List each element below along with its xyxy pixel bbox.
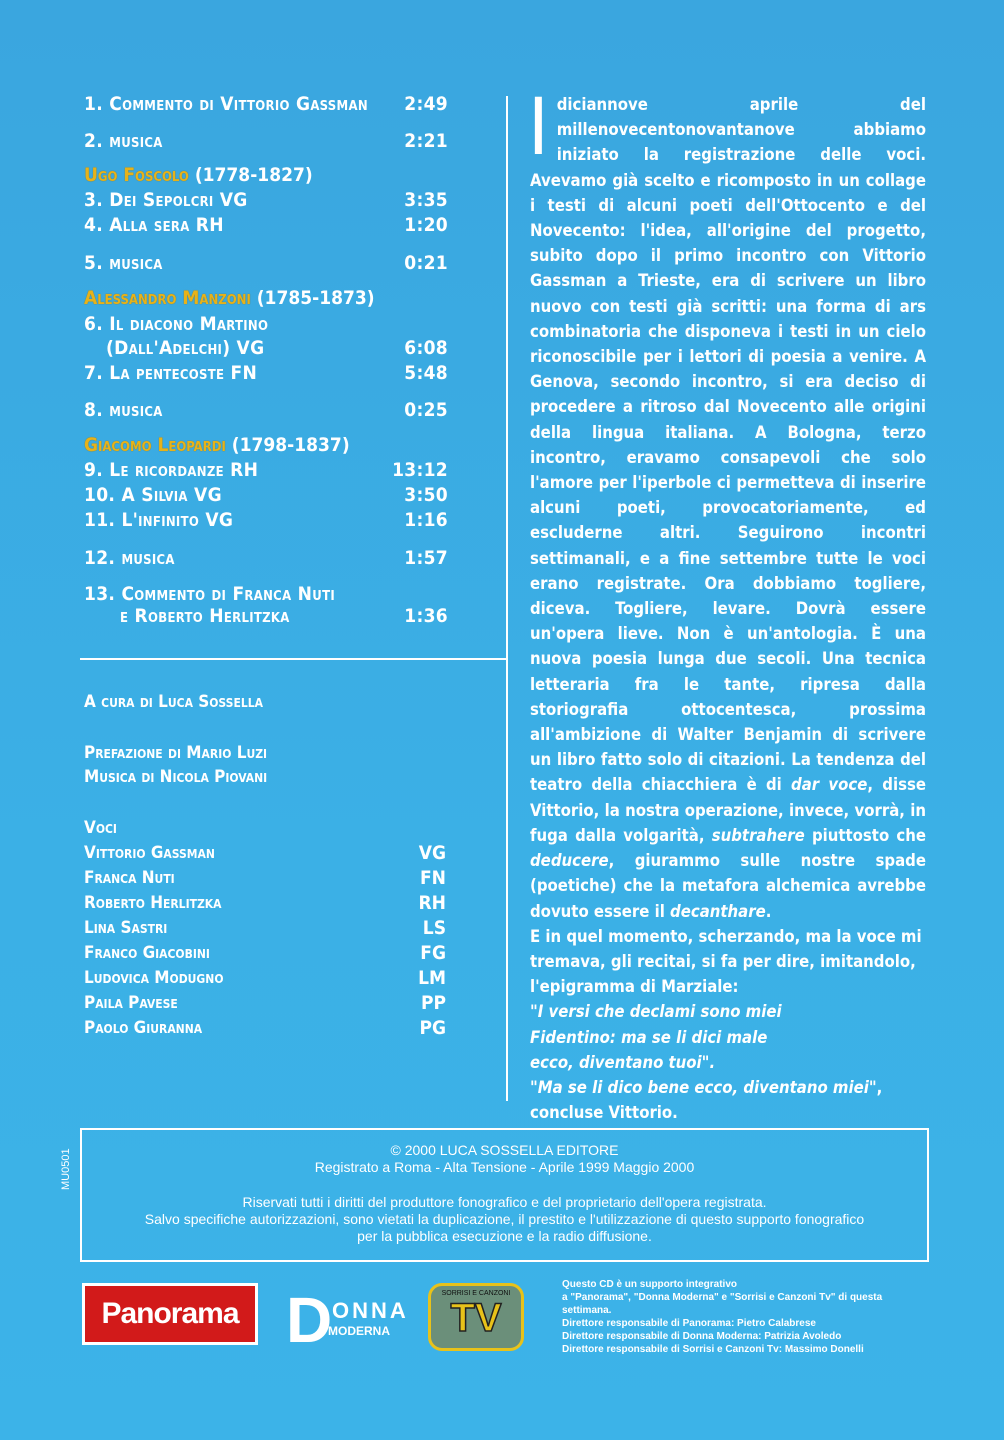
- panorama-logo: Panorama: [82, 1283, 258, 1345]
- voice-row: Roberto Herlitzka RH: [84, 892, 446, 914]
- recording-line: Registrato a Roma - Alta Tensione - Aprile 1999 Maggio 2000: [314, 1159, 695, 1175]
- copyright-box: [80, 1128, 929, 1262]
- poet-heading: Giacomo Leopardi (1798-1837): [84, 434, 350, 456]
- catalog-code: MU0501: [60, 1148, 72, 1190]
- track-row: 13. Commento di Franca Nuti: [84, 583, 335, 605]
- drop-cap: I: [528, 83, 549, 173]
- track-row: 8. musica 0:25: [84, 399, 448, 421]
- donna-moderna-logo: D ONNA MODERNA: [286, 1284, 409, 1356]
- preface-credit: Prefazione di Mario Luzi: [84, 743, 268, 763]
- rights-line: Riservati tutti i diritti del produttore fonografico e del proprietario dell'opera registrata.: [242, 1194, 767, 1210]
- track-row: e Roberto Herlitzka 1:36: [120, 605, 448, 627]
- track-row: 11. L'infinito VG 1:16: [84, 509, 448, 531]
- divider-horizontal: [80, 658, 506, 660]
- poet-heading: Ugo Foscolo (1778-1827): [84, 164, 313, 186]
- copyright-line: © 2000 LUCA SOSSELLA EDITORE: [390, 1142, 619, 1158]
- track-row: 10. A Silvia VG 3:50: [84, 484, 448, 506]
- divider-vertical: [506, 96, 508, 1101]
- voice-row: Vittorio Gassman VG: [84, 842, 446, 864]
- voice-row: Paolo Giuranna PG: [84, 1017, 446, 1039]
- curator-credit: A cura di Luca Sossella: [84, 692, 263, 712]
- sorrisi-canzoni-tv-logo: SORRISI E CANZONI TV: [428, 1283, 524, 1351]
- voice-row: Ludovica Modugno LM: [84, 967, 446, 989]
- track-row: 6. Il diacono Martino: [84, 313, 269, 335]
- track-row: 9. Le ricordanze RH 13:12: [84, 459, 448, 481]
- track-row: 7. La pentecoste FN 5:48: [84, 362, 448, 384]
- track-row: 1. Commento di Vittorio Gassman 2:49: [84, 93, 448, 115]
- music-credit: Musica di Nicola Piovani: [84, 767, 268, 787]
- poet-heading: Alessandro Manzoni (1785-1873): [84, 287, 375, 309]
- voices-heading: Voci: [84, 818, 117, 838]
- track-row: 12. musica 1:57: [84, 547, 448, 569]
- introduction-text: I diciannove aprile del millenovecentonovantanove abbiamo iniziato la registrazione delle voci. Avevamo già scelto e ricomposto in un collage i testi di alcuni poeti dell'Ottocento e del Novecento: l'idea, all'origine del progetto, subito dopo il primo incontro con Vittorio Gassman a Trieste, era di scrivere un libro nuovo con testi già scritti: una forma di ars combinatoria che disponeva i testi in un cielo riconoscibile per i lettori di poesia a venire. A Genova, secondo incontro, si era deciso di procedere a ritroso dal Novecento alle origini della lingua italiana. A Bologna, terzo incontro, eravamo consapevoli che solo l'amore per l'iperbole ci permetteva di inserire alcuni poeti, provocatoriamente, ed escluderne altri. Seguirono incontri settimanali, e a fine settembre tutte le voci erano registrate. Ora dobbiamo togliere, diceva. Togliere, levare. Dovrà essere un'opera lieve. Non è un'antologia. È una nuova poesia lunga due secoli. Una tecnica letteraria fra le tante, ripresa dalla storiografia ottocentesca, prossima all'ambizione di Walter Benjamin di scrivere un libro fatto solo di citazioni. La tendenza del teatro della chiacchiera è di dar voce, disse Vittorio, la nostra operazione, invece, vorrà, in fuga dalla volgarità, subtrahere piuttosto che deducere, giurammo sulle nostre spade (poetiche) che la metafora alchemica avrebbe dovuto essere il decanthare. E in quel momento, scherzando, ma la voce mi tremava, gli recitai, si fa per dire, imitandolo, l'epigramma di Marziale: "I versi che declami sono miei Fidentino: ma se li dici male ecco, diventano tuoi". "Ma se li dico bene ecco, diventano miei", concluse Vittorio.: [528, 83, 926, 1123]
- track-row: (Dall'Adelchi) VG 6:08: [106, 337, 448, 359]
- voice-row: Lina Sastri LS: [84, 917, 446, 939]
- voice-row: Franco Giacobini FG: [84, 942, 446, 964]
- prose-paragraph: E in quel momento, scherzando, ma la voce mi tremava, gli recitai, si fa per dire, imitandolo, l'epigramma di Marziale:: [530, 926, 922, 997]
- publication-notes: Questo CD è un supporto integrativo a "Panorama", "Donna Moderna" e "Sorrisi e Canzoni Tv" di questa settimana. Direttore responsabile di Panorama: Pietro Calabrese Direttore responsabile di Donna Moderna: Patrizia Avoledo Direttore responsabile di Sorrisi e Canzoni Tv: Massimo Donelli: [562, 1279, 883, 1355]
- track-row: 2. musica 2:21: [84, 130, 448, 152]
- voice-row: Paila Pavese PP: [84, 992, 446, 1014]
- track-row: 5. musica 0:21: [84, 252, 448, 274]
- track-row: 4. Alla sera RH 1:20: [84, 214, 448, 236]
- rights-line: per la pubblica esecuzione e la radio diffusione.: [357, 1228, 652, 1244]
- rights-line: Salvo specifiche autorizzazioni, sono vietati la duplicazione, il prestito e l'utilizzazione di questo supporto fonografico: [144, 1211, 865, 1227]
- track-row: 3. Dei Sepolcri VG 3:35: [84, 189, 448, 211]
- voice-row: Franca Nuti FN: [84, 867, 446, 889]
